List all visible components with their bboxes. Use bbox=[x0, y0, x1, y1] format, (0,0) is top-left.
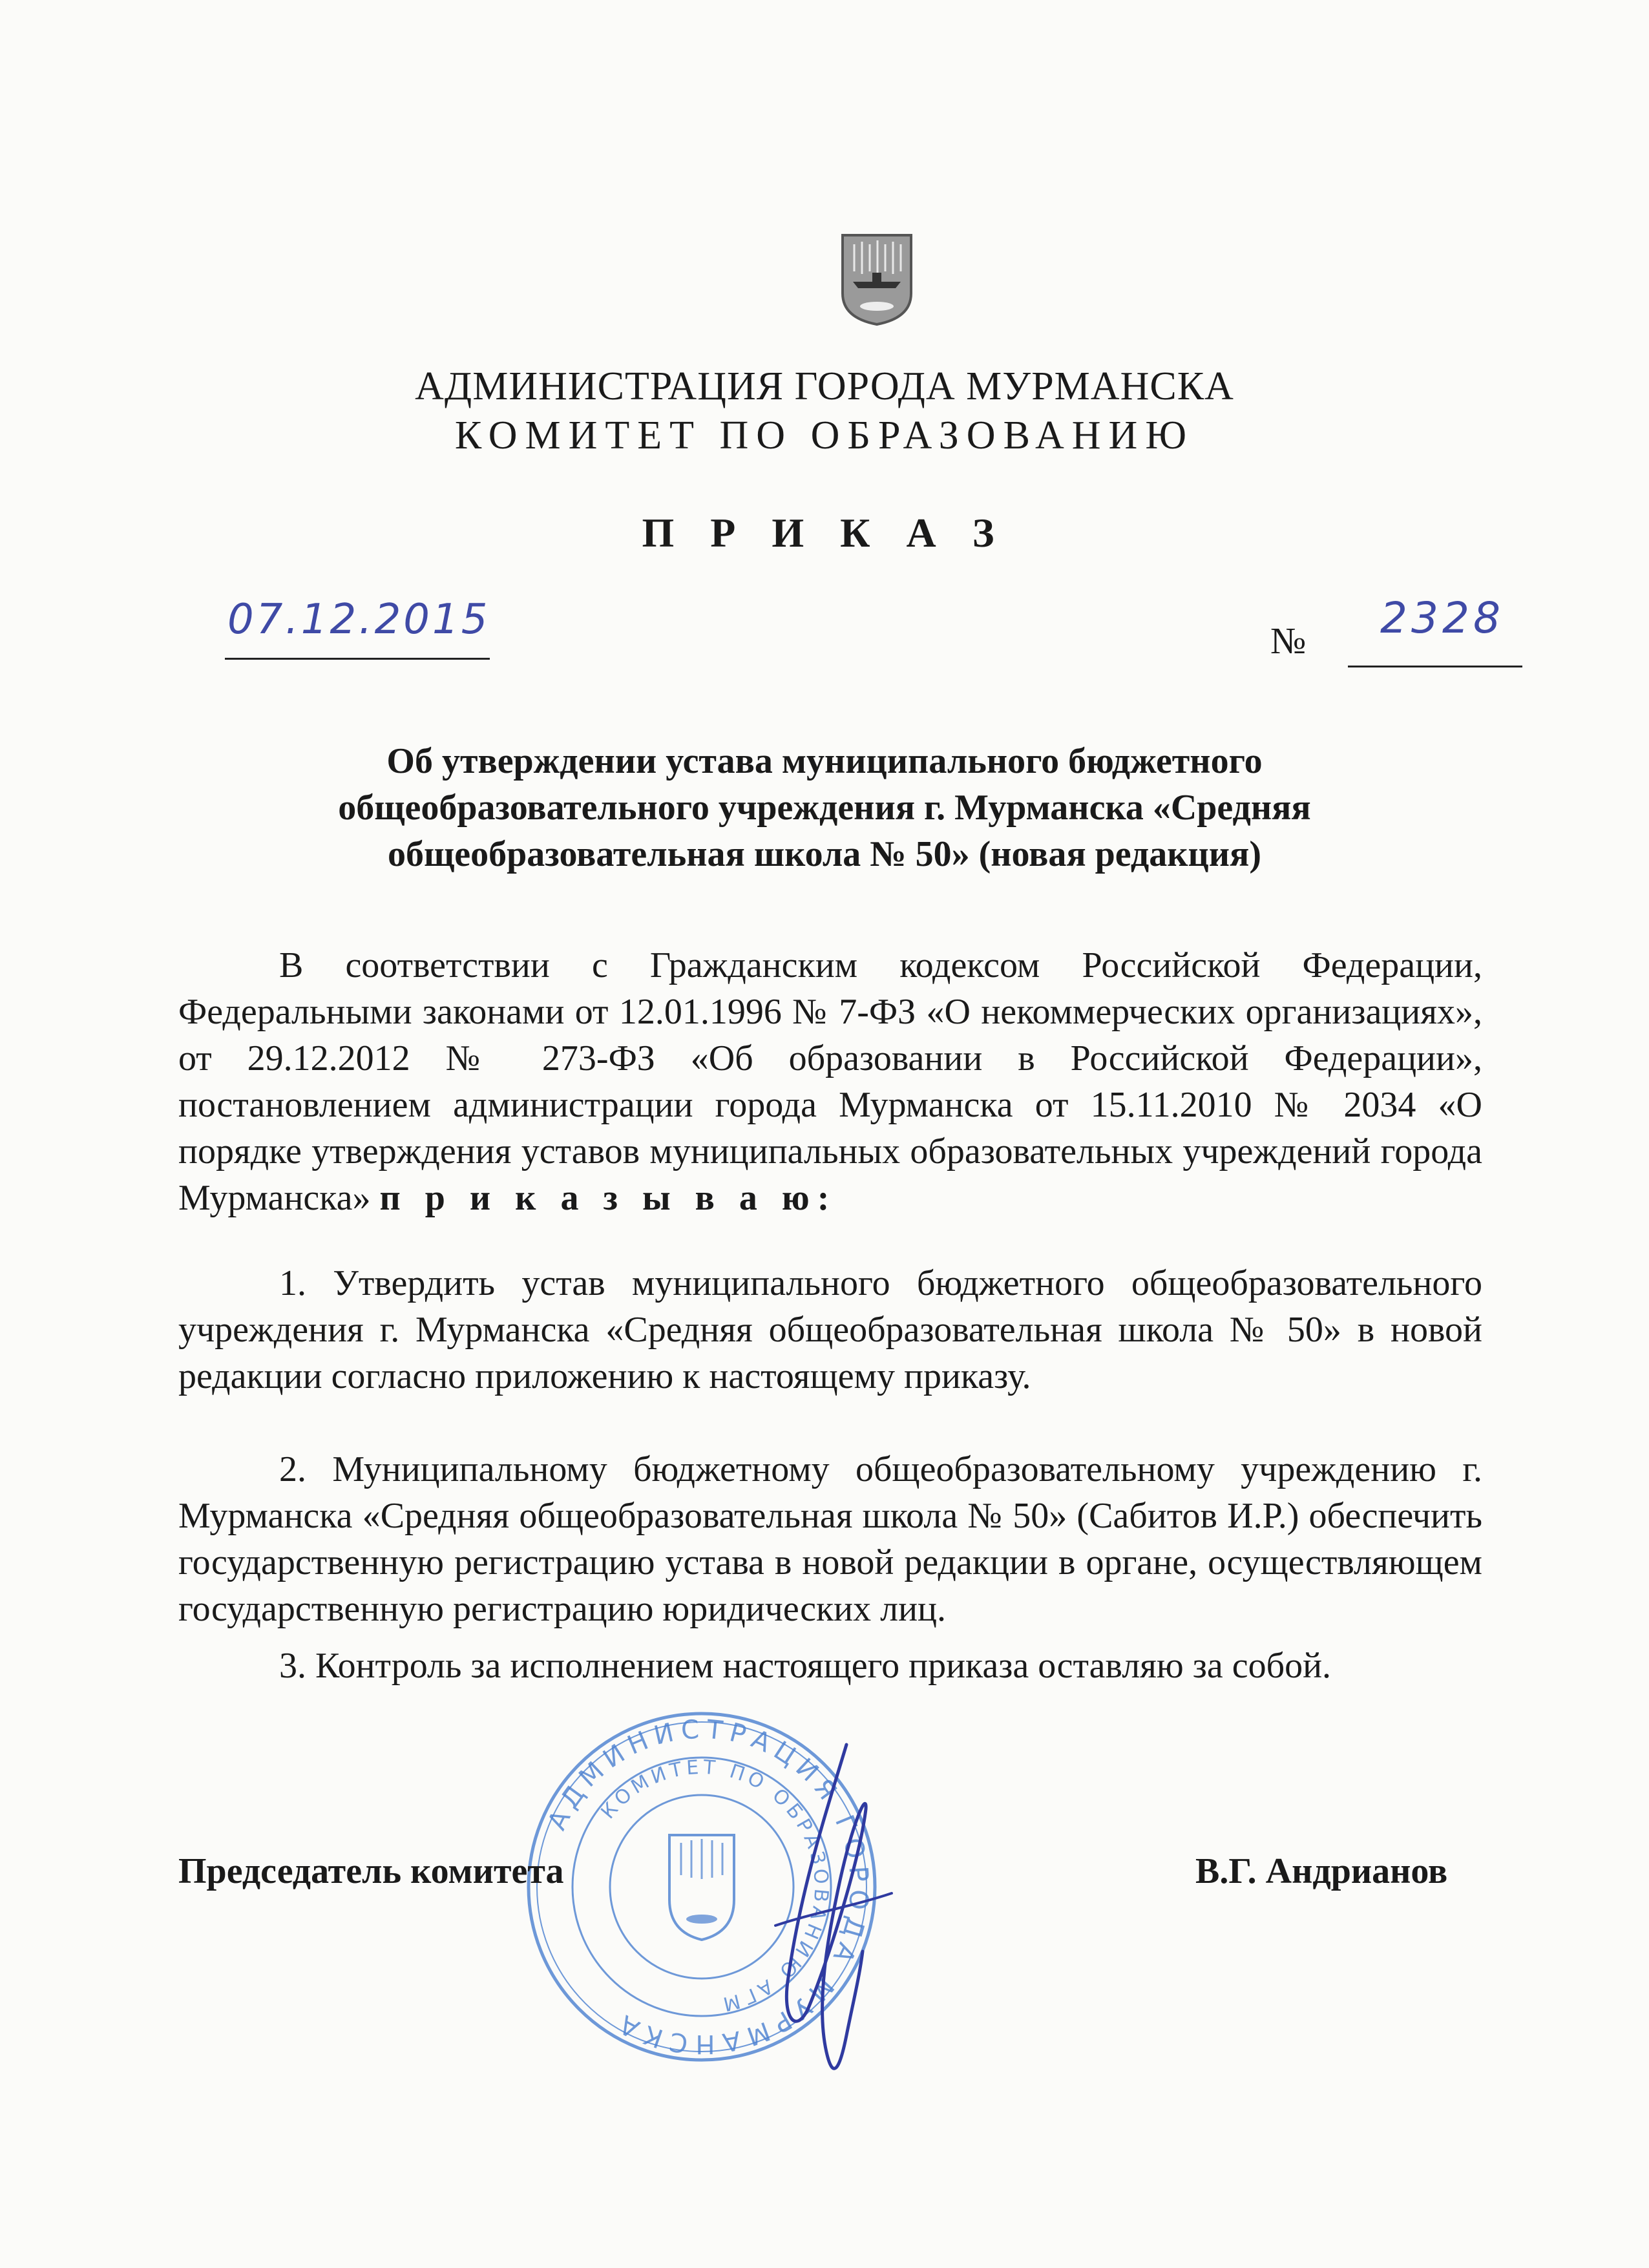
subject-line: общеобразовательного учреждения г. Мурманска «Средняя bbox=[338, 788, 1311, 828]
document-type: П Р И К А З bbox=[642, 510, 1007, 556]
issuer-subtitle: КОМИТЕТ ПО ОБРАЗОВАНИЮ bbox=[454, 414, 1195, 457]
subject-line: Об утверждении устава муниципального бюджетного bbox=[386, 741, 1263, 781]
stamp-outer-text: АДМИНИСТРАЦИЯ ГОРОДА МУРМАНСКА bbox=[542, 1714, 874, 2059]
handwritten-date: 07.12.2015 bbox=[227, 596, 490, 644]
order-subject bbox=[178, 738, 1471, 877]
preamble-text: В соответствии с Гражданским кодексом Российской Федерации, Федеральными законами от 12.01.1996 № 7-ФЗ «О некоммерческих организациях», от 29.12.2012 № 273-ФЗ «Об образовании в Российской Федерации», постановлением администрации города Мурманска от 15.11.2010 № 2034 «О порядке утверждения уставов муниципальных образовательных учреждений города Мурманска» bbox=[178, 945, 1482, 1218]
number-label: № bbox=[1270, 620, 1307, 662]
subject-line: общеобразовательная школа № 50» (новая редакция) bbox=[388, 834, 1261, 874]
preamble-paragraph bbox=[178, 942, 1482, 1221]
number-underline bbox=[1348, 666, 1522, 667]
issuer-title: АДМИНИСТРАЦИЯ ГОРОДА МУРМАНСКА bbox=[415, 364, 1234, 408]
stamp-inner-text: КОМИТЕТ ПО ОБРАЗОВАНИЮ АГМ bbox=[596, 1756, 833, 2017]
signatory-title: Председатель комитета bbox=[178, 1851, 564, 1891]
order-item-3: 3. Контроль за исполнением настоящего приказа оставляю за собой. bbox=[279, 1646, 1332, 1686]
order-item-2: 2. Муниципальному бюджетному общеобразовательному учреждению г. Мурманска «Средняя общеобразовательная школа № 50» (Сабитов И.Р.) обеспечить государственную регистрацию устава в новой редакции в органе, осуществляющем государственную регистрацию юридических лиц. bbox=[178, 1449, 1482, 1629]
handwritten-signature bbox=[698, 1732, 930, 2094]
signatory-name: В.Г. Андрианов bbox=[1195, 1851, 1448, 1891]
handwritten-number: 2328 bbox=[1380, 593, 1504, 643]
murmansk-coat-of-arms-icon bbox=[839, 231, 915, 327]
order-item-1: 1. Утвердить устав муниципального бюджетного общеобразовательного учреждения г. Мурманска «Средняя общеобразовательная школа № 50» в новой редакции согласно приложению к настоящему приказу. bbox=[178, 1263, 1482, 1396]
order-word: п р и к а з ы в а ю: bbox=[379, 1178, 837, 1218]
date-underline bbox=[225, 658, 490, 660]
